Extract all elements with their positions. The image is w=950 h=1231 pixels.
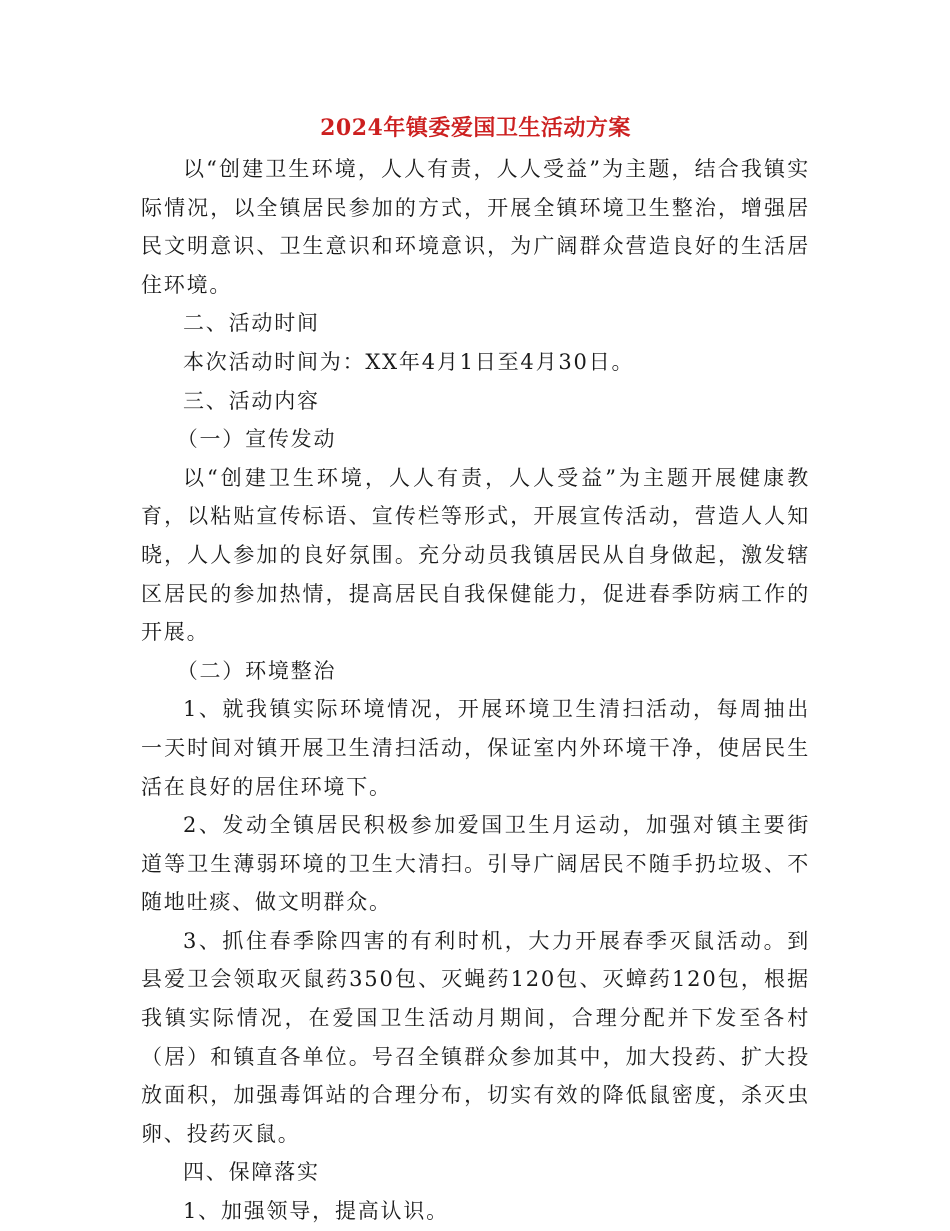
guarantee-item-1: 1、加强领导，提高认识。 [183, 1199, 449, 1224]
intro-paragraph: 以“创建卫生环境，人人有责，人人受益”为主题，结合我镇实际情况，以全镇居民参加的方式，开展全镇环境卫生整治，增强居民文明意识、卫生意识和环境意识，为广阔群众营造良好的生活居住环境。 [141, 157, 810, 297]
subsection-heading-publicity: （一）宣传发动 [176, 427, 337, 452]
subsection-heading-environment: （二）环境整治 [176, 658, 337, 683]
section-heading-guarantee: 四、保障落实 [183, 1160, 320, 1185]
environment-item-3: 3、抓住春季除四害的有利时机，大力开展春季灭鼠活动。到县爱卫会领取灭鼠药350包、灭蝇药120包、灭蟑药120包，根据我镇实际情况，在爱国卫生活动月期间，合理分配并下发至各村（居）和镇直各单位。号召全镇群众参加其中，加大投药、扩大投放面积，加强毒饵站的合理分布，切实有效的降低鼠密度，杀灭虫卵、投药灭鼠。 [141, 928, 810, 1146]
environment-item-1: 1、就我镇实际环境情况，开展环境卫生清扫活动，每周抽出一天时间对镇开展卫生清扫活动，保证室内外环境干净，使居民生活在良好的居住环境下。 [141, 697, 810, 799]
section-heading-activity-time: 二、活动时间 [183, 311, 320, 336]
activity-time-paragraph: 本次活动时间为：XX年4月1日至4月30日。 [183, 349, 635, 374]
publicity-paragraph: 以“创建卫生环境，人人有责，人人受益”为主题开展健康教育，以粘贴宣传标语、宣传栏等形式，开展宣传活动，营造人人知晓，人人参加的良好氛围。充分动员我镇居民从自身做起，激发辖区居民的参加热情，提高居民自我保健能力，促进春季防病工作的开展。 [141, 465, 810, 645]
document-title: 2024年镇委爱国卫生活动方案 [320, 115, 631, 141]
section-heading-activity-content: 三、活动内容 [183, 388, 320, 413]
environment-item-2: 2、发动全镇居民积极参加爱国卫生月运动，加强对镇主要街道等卫生薄弱环境的卫生大清扫。引导广阔居民不随手扔垃圾、不随地吐痰、做文明群众。 [141, 813, 810, 915]
